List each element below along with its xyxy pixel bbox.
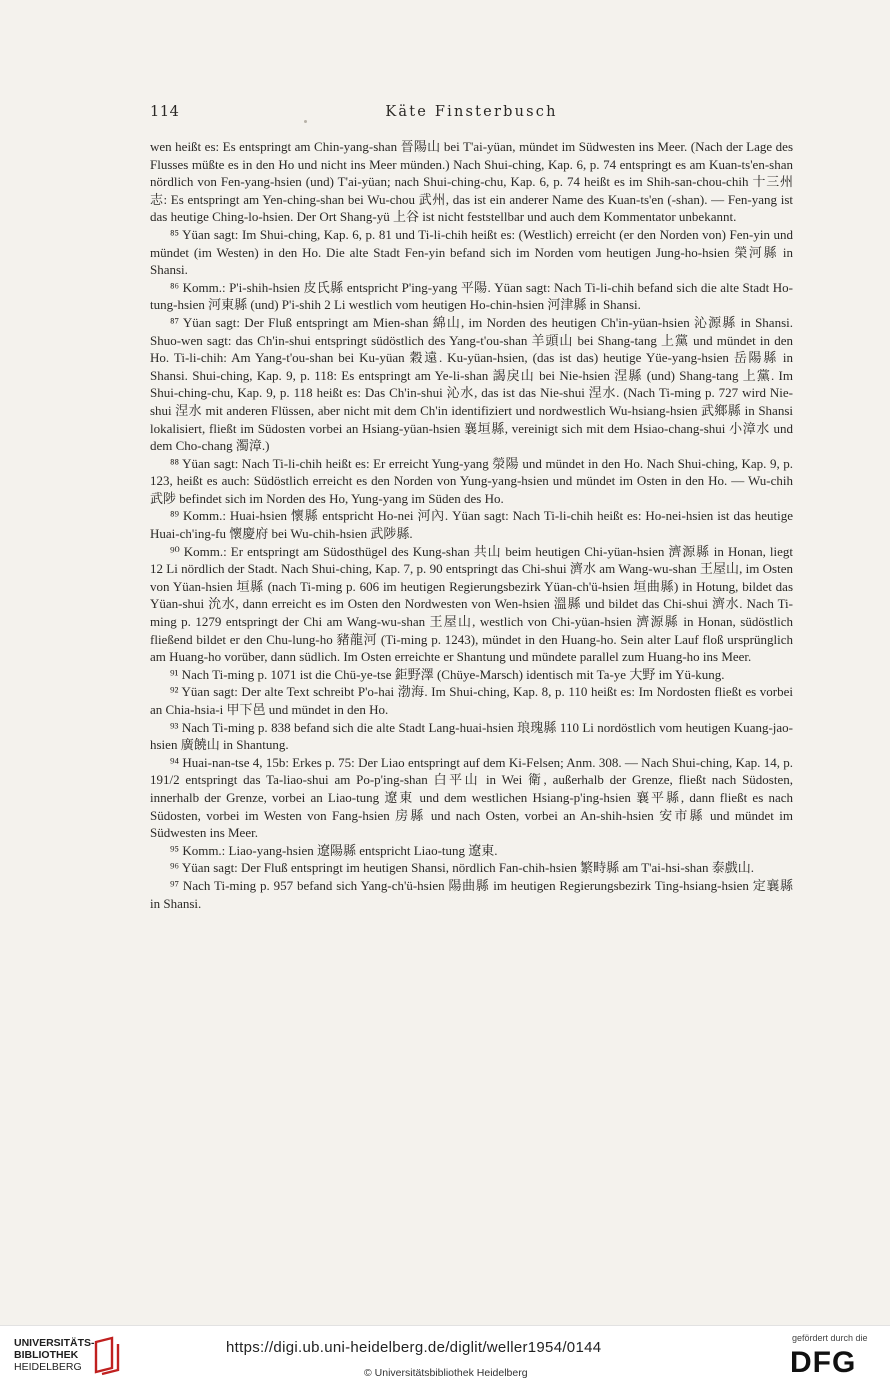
footnote-text <box>150 138 793 912</box>
library-name-line3: HEIDELBERG <box>14 1361 82 1373</box>
paragraph: wen heißt es: Es entspringt am Chin-yang-shan 晉陽山 bei T'ai-yüan, mündet im Südwesten ins Meer. (Nach der Lage des Flusses müßte es in den Ho und nicht ins Meer münden.) Nach Shui-ching, Kap. 6, p. 74 entspringt es am Kuan-ts'en-shan nördlich von Fen-yang-hsien (und) T'ai-yüan; nach Shui-ching-chu, Kap. 6, p. 74 heißt es im Shih-san-chou-chih 十三州志: Es entspringt am Yen-ching-shan bei Wu-chou 武州, das ist ein anderer Name des Kuan-ts'en (-shan). — Fen-yang ist das heutige Ching-lo-hsien. Der Ort Shang-yü 上谷 ist nicht feststellbar und auch dem Kommentator unbekannt. <box>150 139 793 225</box>
footnote-89: ⁸⁹ Komm.: Huai-hsien 懷縣 entspricht Ho-nei 河內. Yüan sagt: Nach Ti-li-chih heißt es: Ho-nei-hsien ist das heutige Huai-ch'ing-fu 懷慶府 bei Wu-chih-hsien 武陟縣. <box>150 508 793 542</box>
footnote-91: ⁹¹ Nach Ti-ming p. 1071 ist die Chü-ye-tse 鉅野澤 (Chüye-Marsch) identisch mit Ta-ye 大野 im Yü-kung. <box>170 666 725 682</box>
library-name-line1: UNIVERSITÄTS- <box>14 1337 95 1349</box>
footnote-90: ⁹⁰ Komm.: Er entspringt am Südosthügel des Kung-shan 共山 beim heutigen Chi-yüan-hsien 濟源縣 in Honan, liegt 12 Li nördlich der Stadt. Nach Shui-ching, Kap. 7, p. 90 entspringt das Chi-shui 濟水 am Wang-wu-shan 王屋山, im Osten von Yüan-hsien 垣縣 (nach Ti-ming p. 606 im heutigen Regierungsbezirk Yüan-ch'ü-hsien 垣曲縣) in Hotung, bildet das Yüan-shui 沇水, dann erreicht es im Osten den Nordwesten von Wen-hsien 溫縣 und bildet das Chi-shui 濟水. Nach Ti-ming p. 1279 entspringt der Chi am Wang-wu-shan 王屋山, westlich von Chi-yüan-hsien 濟源縣 in Honan, südöstlich fließend bildet er den Chu-lung-ho 豬龍河 (Ti-ming p. 1243), mündet in den Huang-ho. Sein alter Lauf floß ursprünglich am Huang-ho vorüber, dann südlich. Im Osten erreichte er Shantung und mündete parallel zum Huang-ho ins Meer. <box>150 543 793 665</box>
funded-by-label: gefördert durch die <box>792 1333 868 1343</box>
dfg-logo[interactable]: DFG <box>790 1346 857 1379</box>
page-number: 114 <box>150 104 180 120</box>
footnote-86: ⁸⁶ Komm.: P'i-shih-hsien 皮氏縣 entspricht P'ing-yang 平陽. Yüan sagt: Nach Ti-li-chih befand sich die alte Stadt Ho-tung-hsien 河東縣 (und) P'i-shih 2 Li westlich vom heutigen Ho-chin-hsien 河津縣 in Shansi. <box>150 279 793 313</box>
copyright-notice: © Universitätsbibliothek Heidelberg <box>364 1367 528 1379</box>
viewer-footer <box>0 1325 890 1389</box>
footnote-93: ⁹³ Nach Ti-ming p. 838 befand sich die alte Stadt Lang-huai-hsien 琅瑰縣 110 Li nordöstlich vom heutigen Kuang-jao-hsien 廣饒山 in Shantung. <box>150 719 793 753</box>
footnote-92: ⁹² Yüan sagt: Der alte Text schreibt P'o-hai 渤海. Im Shui-ching, Kap. 8, p. 110 heißt es: Im Nordosten fließt es vorbei an Chia-hsia-i 甲下邑 und mündet in den Ho. <box>150 684 793 717</box>
footnote-87: ⁸⁷ Yüan sagt: Der Fluß entspringt am Mien-shan 綿山, im Norden des heutigen Ch'in-yüan-hsien 沁源縣 in Shansi. Shuo-wen sagt: das Ch'in-shui entspringt südöstlich des Yang-t'ou-shan 羊頭山 bei Shang-tang 上黨 und mündet in den Ho. Ti-li-chih: Am Yang-t'ou-shan bei Ku-yüan 穀遠. Ku-yüan-hsien, (das ist das) heutige Yüe-yang-hsien 岳陽縣 in Shansi. Shui-ching, Kap. 9, p. 118: Es entspringt am Ye-li-shan 謁戾山 bei Nie-hsien 涅縣 (und) Shang-tang 上黨. Im Shui-ching-chu, Kap. 9, p. 118 heißt es: Das Ch'in-shui 沁水, das ist das Nie-shui 涅水. (Nach Ti-ming p. 727 wird Nie-shui 涅水 mit anderen Flüssen, aber nicht mit dem Ch'in identifiziert und nordwestlich Wu-hsiang-hsien 武鄉縣 in Shansi lokalisiert, fließt im Südosten vorbei an Hsiang-yüan-hsien 襄垣縣, vereinigt sich mit dem Hsiao-chang-shui 小漳水 und dem Cho-chang 濁漳.) <box>150 314 793 454</box>
library-name-line2: BIBLIOTHEK <box>14 1349 79 1361</box>
footnote-88: ⁸⁸ Yüan sagt: Nach Ti-li-chih heißt es: Er erreicht Yung-yang 滎陽 und mündet in den Ho. Nach Shui-ching, Kap. 9, p. 123, heißt es auch: Südöstlich erreicht es den Norden von Yung-yang-hsien und mündet im Osten in den Ho. — Wu-chih 武陟 befindet sich im Norden des Ho, Yung-yang im Süden des Ho. <box>150 455 793 506</box>
scan-speck <box>304 120 307 123</box>
footnote-97: ⁹⁷ Nach Ti-ming p. 957 befand sich Yang-ch'ü-hsien 陽曲縣 im heutigen Regierungsbezirk Ting-hsiang-hsien 定襄縣 in Shansi. <box>150 877 793 911</box>
library-logo-icon <box>92 1334 122 1376</box>
footnote-95: ⁹⁵ Komm.: Liao-yang-hsien 遼陽縣 entspricht Liao-tung 遼東. <box>170 842 498 858</box>
running-title: Käte Finsterbusch <box>385 104 558 120</box>
permalink-url[interactable]: https://digi.ub.uni-heidelberg.de/diglit/weller1954/0144 <box>226 1339 602 1356</box>
footnote-96: ⁹⁶ Yüan sagt: Der Fluß entspringt im heutigen Shansi, nördlich Fan-chih-hsien 繁畤縣 am T'ai-hsi-shan 泰戲山. <box>170 860 755 876</box>
footnote-85: ⁸⁵ Yüan sagt: Im Shui-ching, Kap. 6, p. 81 und Ti-li-chih heißt es: (Westlich) erreicht (er den Norden von) Fen-yin und mündet (im Westen) in den Ho. Die alte Stadt Fen-yin befand sich im Norden vom heutigen Jung-ho-hsien 榮河縣 in Shansi. <box>150 226 793 278</box>
page-header <box>150 104 793 124</box>
footnote-94: ⁹⁴ Huai-nan-tse 4, 15b: Erkes p. 75: Der Liao entspringt auf dem Ki-Felsen; Anm. 308. — Nach Shui-ching, Kap. 14, p. 191/2 entspringt das Ta-liao-shui am Po-p'ing-shan 白平山 in Wei 衛, außerhalb der Grenze, fließt nach Südosten, innerhalb der Grenze, vorbei an Liao-tung 遼東 und dem westlichen Hsiang-p'ing-hsien 襄平縣, dann fließt es nach Südosten, vorbei im Westen von Fang-hsien 房縣 und nach Osten, vorbei an An-shih-hsien 安市縣 und mündet im Südwesten ins Meer. <box>150 754 793 841</box>
